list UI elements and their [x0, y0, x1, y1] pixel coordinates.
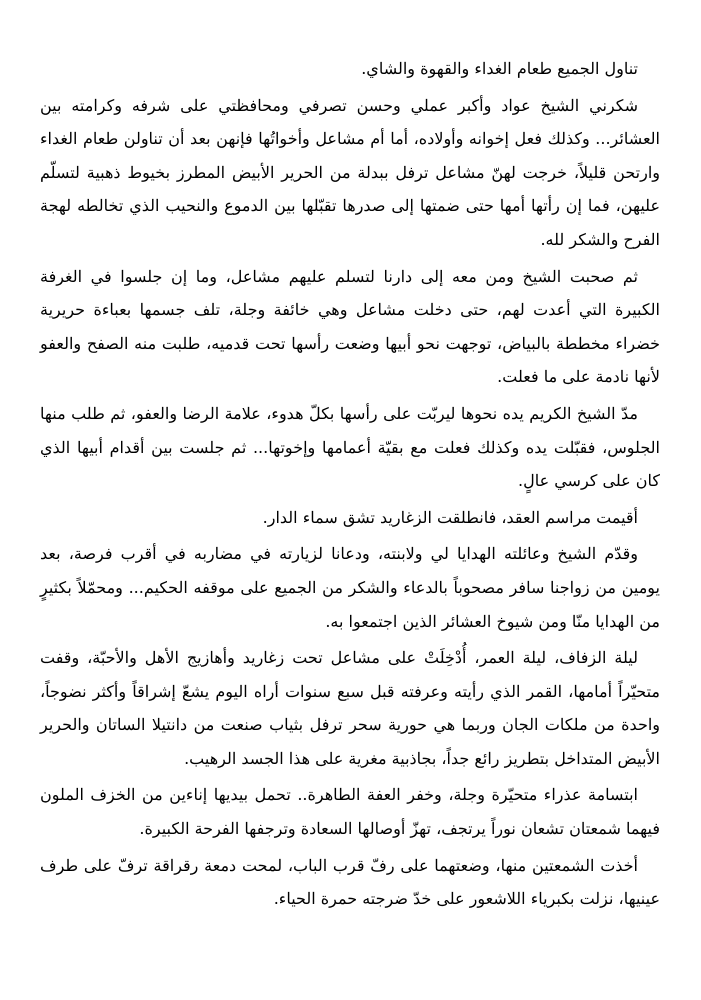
paragraph: تناول الجميع طعام الغداء والقهوة والشاي. [361, 59, 638, 78]
paragraph: مدّ الشيخ الكريم يده نحوها ليربّت على رأسها بكلّ هدوء، علامة الرضا والعفو، ثم طلب منها الجلوس، فقبّلت يده وكذلك فعلت مع بقيّة أعمامها وإخوتها... ثم جلست بين أقدام أبيها الذي كان على كرسي عالٍ. [40, 403, 660, 491]
paragraph: أقيمت مراسم العقد، فانطلقت الزغاريد تشق سماء الدار. [262, 507, 638, 527]
document-page [40, 52, 660, 919]
paragraph: أخذت الشمعتين منها، وضعتهما على رفّ قرب الباب، لمحت دمعة رقراقة ترفّ على طرف عينيها، نزلت بكبرياء اللاشعور على خدّ ضرجته حمرة الحياء. [40, 855, 660, 909]
paragraph: شكرني الشيخ عواد وأكبر عملي وحسن تصرفي ومحافظتي على شرفه وكرامته بين العشائر... وكذلك فعل إخوانه وأولاده، أما أم مشاعل وأخواتُها فإنهن بعد أن تناولن طعام الغداء وارتحن قليلاً، خرجت لهنّ مشاعل ترفل ببدلة من الحرير الأبيض المطرز بخيوط ذهبية لتسلّم عليهن، فما إن رأتها أمها حتى ضمتها إلى صدرها تقبّلها بين الدموع والنحيب الذي تخالطه لهجة الفرح والشكر لله. [40, 95, 660, 249]
paragraph: ليلة الزفاف، ليلة العمر، أُدْخِلَتْ على مشاعل تحت زغاريد وأهازيج الأهل والأحبّة، وقفت متحيّراً أمامها، القمر الذي رأيته وعرفته قبل سبع سنوات أراه اليوم يشعّ إشراقاً وأكثر نضوجاً، واحدة من ملكات الجان وربما هي حورية سحر ترفل بثياب صنعت من دانتيلا الساتان والحرير الأبيض المتداخل بتطريز رائع جداً، بجاذبية مغرية على هذا الجسد الرهيب. [40, 648, 660, 768]
paragraph: ثم صحبت الشيخ ومن معه إلى دارنا لتسلم عليهم مشاعل، وما إن جلسوا في الغرفة الكبيرة التي أعدت لهم، حتى دخلت مشاعل وهي خائفة وجلة، تلف جسمها بعباءة حريرية خضراء مخططة بالبياض، توجهت نحو أبيها وضعت رأسها تحت قدميه، طلبت منه الصفح والعفو لأنها نادمة على ما فعلت. [40, 266, 660, 387]
paragraph: ابتسامة عذراء متحيّرة وجلة، وخفر العفة الطاهرة.. تحمل بيديها إناءين من الخزف الملون فيهما شمعتان تشعان نوراً يرتجف، تهزّ أوصالها السعادة وترجفها الفرحة الكبيرة. [40, 785, 660, 839]
paragraph: وقدّم الشيخ وعائلته الهدايا لي ولابنته، ودعانا لزيارته في مضاربه في أقرب فرصة، بعد يومين من زواجنا سافر مصحوباً بالدعاء والشكر من الجميع على موقفه الحكيم... ومحمّلاً بكثيرٍ من الهدايا منّا ومن شيوخ العشائر الذين اجتمعوا به. [40, 544, 660, 631]
